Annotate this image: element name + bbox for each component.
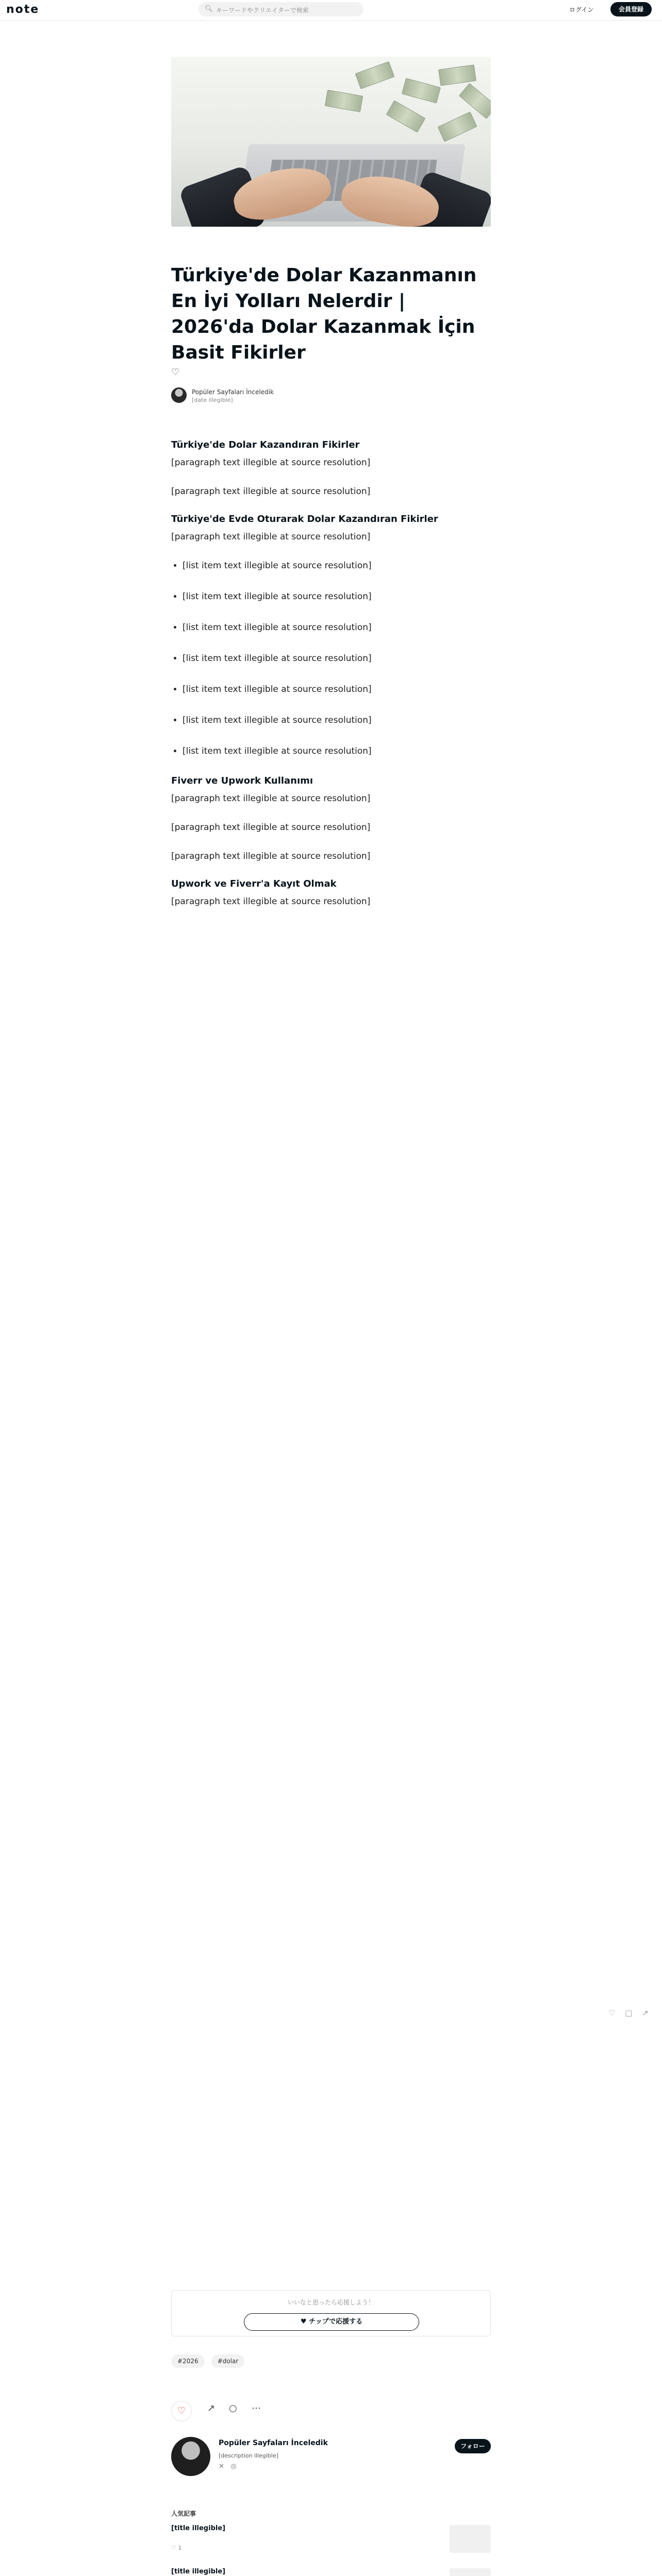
paragraph: [paragraph text illegible at source resolution] — [171, 486, 371, 497]
signup-button[interactable]: 会員登録 — [610, 2, 652, 16]
hashtag[interactable]: #dolar — [211, 2354, 245, 2368]
paragraph: [paragraph text illegible at source resolution] — [171, 457, 371, 468]
tip-button[interactable]: ♥︎ チップで応援する — [244, 2313, 419, 2331]
like-count: ♡ 1 — [171, 2545, 182, 2551]
list-item: • [list item text illegible at source resolution] — [183, 588, 491, 605]
heart-icon[interactable]: ♡ — [171, 367, 180, 378]
search-placeholder: キーワードやクリエイターで検索 — [216, 7, 309, 14]
list-item[interactable] — [171, 2567, 491, 2576]
paragraph: [paragraph text illegible at source resolution] — [171, 532, 371, 542]
rss-icon[interactable]: ◎ — [230, 2463, 237, 2470]
bullet-list — [171, 557, 491, 759]
list-item: • [list item text illegible at source resolution] — [183, 557, 491, 574]
hashtag[interactable]: #2026 — [171, 2354, 205, 2368]
hero-image — [171, 57, 491, 227]
section-heading: Türkiye'de Dolar Kazandıran Fikirler — [171, 439, 360, 450]
article-body — [171, 438, 491, 922]
more-icon[interactable]: ⋯ — [252, 2403, 261, 2414]
author-description: [description illegible] — [219, 2452, 279, 2459]
author-name[interactable]: Popüler Sayfaları İnceledik — [219, 2439, 328, 2447]
search-icon: 🔍︎ — [205, 5, 213, 13]
avatar[interactable] — [171, 2437, 210, 2476]
paragraph: [paragraph text illegible at source resolution] — [171, 793, 371, 804]
login-link[interactable]: ログイン — [569, 6, 594, 13]
section-heading: Türkiye'de Evde Oturarak Dolar Kazandıran Fikirler — [171, 514, 438, 524]
author-card — [171, 2437, 491, 2488]
article-title: Türkiye'de Dolar Kazanmanın En İyi Yolları Nelerdir | 2026'da Dolar Kazanmak İçin Basit Fikirler — [171, 265, 477, 363]
list-item: • [list item text illegible at source resolution] — [183, 650, 491, 667]
paragraph: [paragraph text illegible at source resolution] — [171, 822, 371, 833]
list-item[interactable] — [171, 2524, 491, 2565]
tip-button-label: チップで応援する — [309, 2318, 363, 2326]
list-item: • [list item text illegible at source resolution] — [183, 743, 491, 759]
support-box — [171, 2290, 491, 2336]
section-heading: Fiverr ve Upwork Kullanımı — [171, 775, 313, 786]
support-question: いいなと思ったら応援しよう！ — [287, 2299, 374, 2306]
thumbnail[interactable] — [450, 2525, 491, 2553]
x-icon[interactable]: ✕ — [219, 2463, 224, 2470]
note-logo[interactable]: note — [6, 3, 40, 16]
floating-actions — [608, 2008, 656, 2018]
section-heading: 人気記事 — [171, 2510, 196, 2517]
author-name[interactable]: Popüler Sayfaları İnceledik — [192, 388, 274, 396]
list-item: • [list item text illegible at source resolution] — [183, 712, 491, 728]
top-bar — [0, 0, 662, 21]
popular-articles — [171, 2509, 491, 2576]
avatar[interactable] — [171, 387, 187, 403]
comment-icon[interactable]: ○ — [229, 2403, 237, 2414]
follow-button[interactable]: フォロー — [455, 2439, 491, 2453]
comment-icon[interactable]: □ — [625, 2008, 633, 2018]
paragraph: [paragraph text illegible at source resolution] — [171, 896, 371, 907]
list-item: • [list item text illegible at source resolution] — [183, 681, 491, 698]
author-links — [219, 2463, 237, 2470]
publish-date: [date illegible] — [192, 397, 233, 403]
article-link[interactable]: [title illegible] — [171, 2524, 226, 2532]
share-icon[interactable]: ↗ — [642, 2008, 649, 2018]
heart-icon[interactable]: ♡ — [608, 2008, 616, 2018]
search-box[interactable] — [198, 2, 363, 16]
tag-list — [171, 2354, 249, 2368]
section-heading: Upwork ve Fiverr'a Kayıt Olmak — [171, 878, 337, 889]
paragraph: [paragraph text illegible at source resolution] — [171, 851, 371, 861]
list-item: • [list item text illegible at source resolution] — [183, 619, 491, 636]
article-link[interactable]: [title illegible] — [171, 2568, 226, 2575]
like-button[interactable]: ♡ — [171, 2401, 192, 2421]
action-bar — [171, 2401, 491, 2421]
thumbnail[interactable] — [450, 2568, 491, 2576]
share-icon[interactable]: ↗ — [207, 2403, 216, 2414]
